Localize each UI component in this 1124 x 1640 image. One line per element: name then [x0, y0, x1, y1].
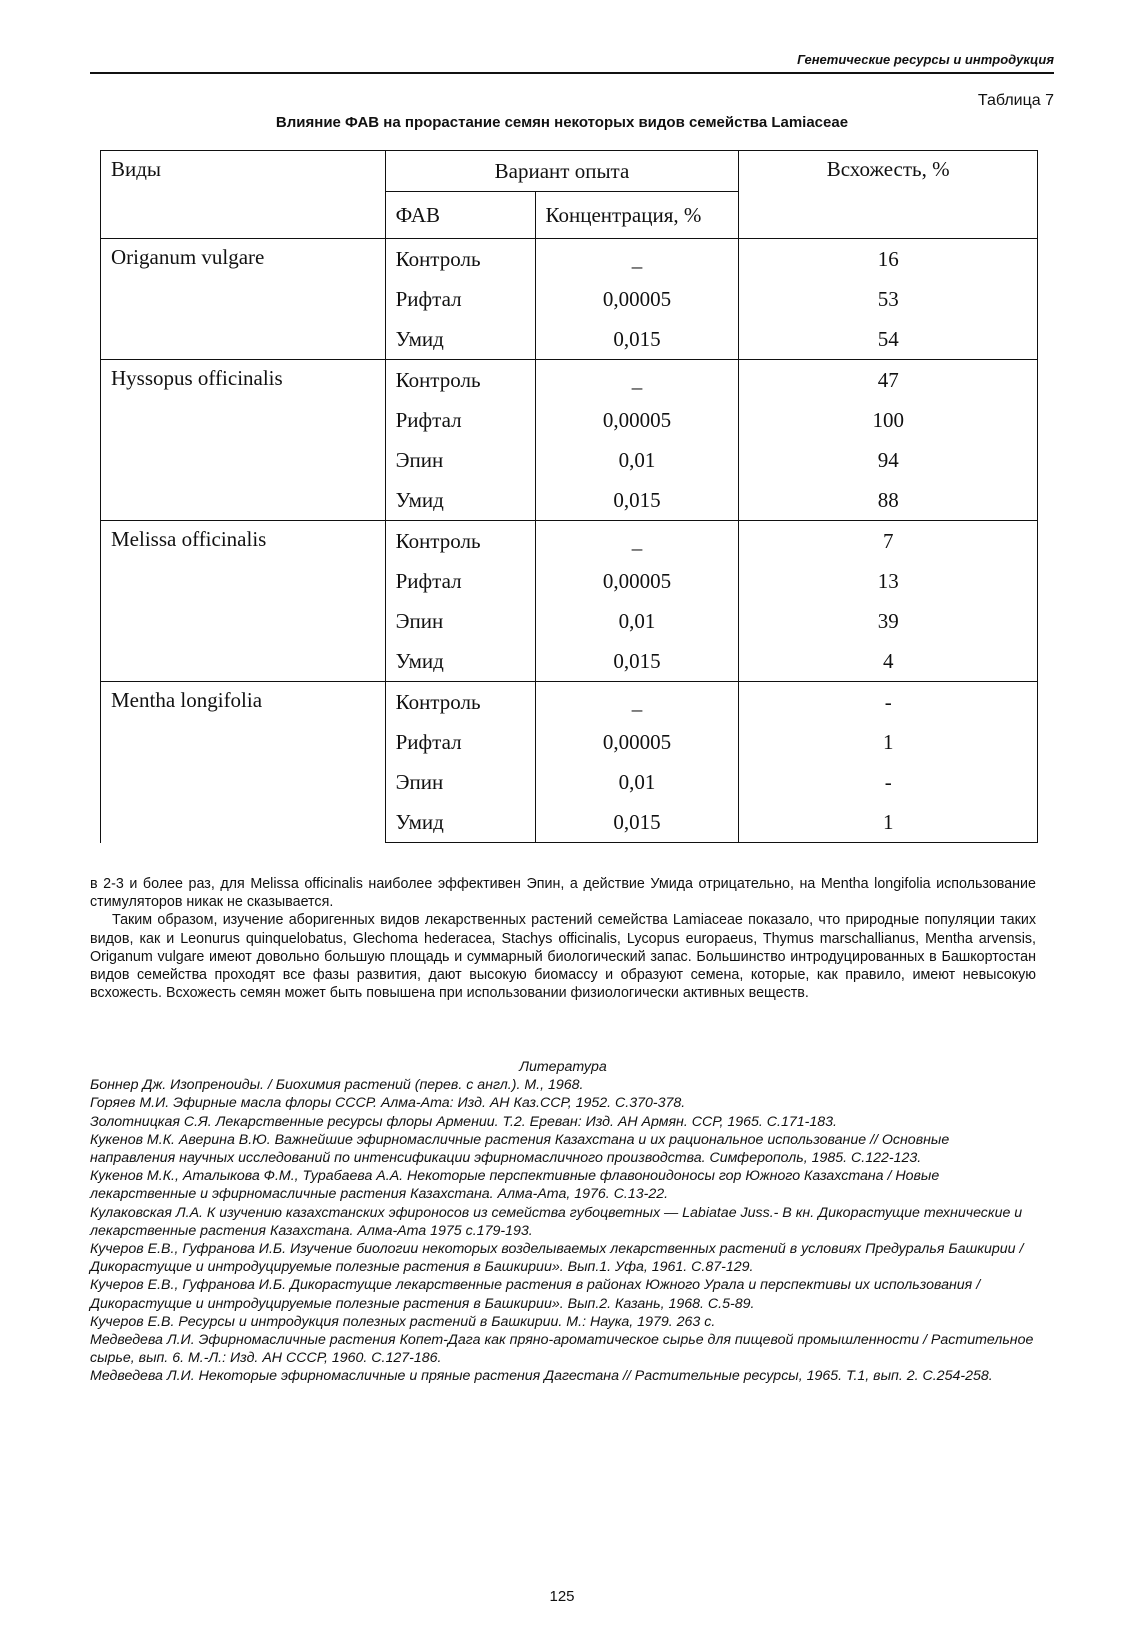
concentration-cell: _: [535, 360, 739, 401]
reference-item: Кучеров Е.В., Гуфранова И.Б. Изучение биологии некоторых возделываемых лекарственных растений в условиях Предуралья Башкирии / Дикорастущие и интродуцируемые полезные растения в Башкирии». Вып.1. Уфа, 1961. С.87-129.: [90, 1241, 1024, 1276]
species-cell: Melissa officinalis: [101, 521, 386, 682]
reference-item: Кучеров Е.В., Гуфранова И.Б. Дикорастущие лекарственные растения в районах Южного Урала и перспективы их использования / Дикорастущие и интродуцируемые полезные растения в Башкирии». Вып.2. Казань, 1968. С.5-89.: [90, 1277, 981, 1312]
column-header-germination: Всхожесть, %: [739, 151, 1038, 239]
species-cell: Hyssopus officinalis: [101, 360, 386, 521]
species-cell: Origanum vulgare: [101, 239, 386, 360]
fav-cell: Эпин: [385, 601, 535, 641]
germination-cell: 1: [739, 722, 1038, 762]
concentration-cell: 0,00005: [535, 400, 739, 440]
fav-cell: Умид: [385, 641, 535, 682]
reference-item: Кукенов М.К. Аверина В.Ю. Важнейшие эфирномасличные растения Казахстана и их рациональное использование // Основные направления научных исследований по интенсификации эфирномасличного производства. Симферополь, 1985. С.122-123.: [90, 1131, 950, 1167]
reference-item: Медведева Л.И. Эфирномасличные растения Копет-Дага как пряно-ароматическое сырье для пищевой промышленности / Растительное сырье, вып. 6. М.-Л.: Изд. АН СССР, 1960. С.127-186.: [90, 1332, 1034, 1367]
germination-cell: 53: [739, 279, 1038, 319]
germination-cell: 1: [739, 802, 1038, 843]
concentration-cell: 0,015: [535, 641, 739, 682]
concentration-cell: 0,01: [535, 440, 739, 480]
fav-cell: Рифтал: [385, 400, 535, 440]
fav-cell: Умид: [385, 319, 535, 360]
fav-cell: Умид: [385, 480, 535, 521]
body-text: [90, 875, 1036, 1002]
references-heading: Литература: [519, 1059, 607, 1075]
reference-item: Кукенов М.К., Аталыкова Ф.М., Турабаева А.А. Некоторые перспективные флавоноидоносы гор Южного Казахстана / Новые лекарственные и эфирномасличные растения Казахстана. Алма-Ата, 1976. С.13-22.: [90, 1168, 940, 1203]
fav-cell: Рифтал: [385, 561, 535, 601]
germination-cell: 7: [739, 521, 1038, 562]
germination-cell: 88: [739, 480, 1038, 521]
reference-item: Боннер Дж. Изопреноиды. / Биохимия растений (перев. с англ.). М., 1968.: [90, 1077, 584, 1094]
concentration-cell: 0,01: [535, 762, 739, 802]
germination-cell: -: [739, 682, 1038, 723]
species-cell: Mentha longifolia: [101, 682, 386, 843]
body-paragraph: в 2-3 и более раз, для Melissa officinalis наиболее эффективен Эпин, а действие Умида отрицательно, на Mentha longifolia использование стимуляторов никак не сказывается.: [90, 876, 1036, 911]
fav-cell: Эпин: [385, 762, 535, 802]
concentration-cell: _: [535, 521, 739, 562]
running-header: Генетические ресурсы и интродукция: [797, 52, 1054, 67]
reference-item: Горяев М.И. Эфирные масла флоры СССР. Алма-Ата: Изд. АН Каз.ССР, 1952. С.370-378.: [90, 1095, 686, 1112]
column-header-species: Виды: [101, 151, 386, 239]
fav-cell: Рифтал: [385, 279, 535, 319]
fav-cell: Рифтал: [385, 722, 535, 762]
table-row: [101, 682, 1038, 723]
reference-item: Кучеров Е.В. Ресурсы и интродукция полезных растений в Башкирии. М.: Наука, 1979. 263 с.: [90, 1313, 716, 1330]
column-header-fav: ФАВ: [385, 192, 535, 239]
concentration-cell: 0,015: [535, 802, 739, 843]
fav-cell: Умид: [385, 802, 535, 843]
table-number: Таблица 7: [977, 92, 1054, 109]
page-number: 125: [549, 1588, 575, 1605]
germination-cell: 54: [739, 319, 1038, 360]
column-header-variant: Вариант опыта: [385, 151, 739, 192]
germination-cell: 4: [739, 641, 1038, 682]
germination-cell: 39: [739, 601, 1038, 641]
fav-cell: Контроль: [385, 360, 535, 401]
germination-cell: 94: [739, 440, 1038, 480]
germination-cell: -: [739, 762, 1038, 802]
reference-item: Золотницкая С.Я. Лекарственные ресурсы флоры Армении. Т.2. Ереван: Изд. АН Армян. ССР, 1965. С.171-183.: [90, 1113, 837, 1130]
table-row: [101, 521, 1038, 562]
concentration-cell: 0,01: [535, 601, 739, 641]
concentration-cell: 0,015: [535, 480, 739, 521]
header-rule: [90, 72, 1054, 74]
body-paragraph: Таким образом, изучение аборигенных видов лекарственных растений семейства Lamiaceae показало, что природные популяции таких видов, как и Leonurus quinquelobatus, Glechoma hederacea, Stachys officinalis, Lycopus europaeus, Thymus marschallianus, Mentha arvensis, Origanum vulgare имеют довольно большую площадь и суммарный биологический запас. Большинство интродуцированных в Башкортостан видов семейства проходят все фазы развития, дают высокую биомассу и образуют семена, которые, как правило, имеют невысокую всхожесть. Всхожесть семян может быть повышена при использовании физиологически активных веществ.: [90, 912, 1036, 1002]
reference-item: Медведева Л.И. Некоторые эфирномасличные и пряные растения Дагестана // Растительные ресурсы, 1965. Т.1, вып. 2. С.254-258.: [90, 1368, 993, 1385]
concentration-cell: 0,00005: [535, 561, 739, 601]
table-title: Влияние ФАВ на прорастание семян некоторых видов семейства Lamiaceae: [275, 114, 849, 131]
fav-cell: Контроль: [385, 521, 535, 562]
concentration-cell: _: [535, 239, 739, 280]
germination-cell: 13: [739, 561, 1038, 601]
table-row: [101, 360, 1038, 401]
reference-item: Кулаковская Л.А. К изучению казахстанских эфироносов из семейства губоцветных — Labiatae Juss.- В кн. Дикорастущие технические и лекарственные растения Казахстана. Алма-Ата 1975 с.179-193.: [90, 1204, 1023, 1239]
concentration-cell: 0,00005: [535, 722, 739, 762]
concentration-cell: 0,00005: [535, 279, 739, 319]
column-header-concentration: Концентрация, %: [535, 192, 739, 239]
fav-cell: Контроль: [385, 682, 535, 723]
concentration-cell: _: [535, 682, 739, 723]
germination-cell: 100: [739, 400, 1038, 440]
concentration-cell: 0,015: [535, 319, 739, 360]
table-row: [101, 239, 1038, 280]
fav-cell: Контроль: [385, 239, 535, 280]
germination-cell: 16: [739, 239, 1038, 280]
germination-table: [100, 150, 1038, 843]
fav-cell: Эпин: [385, 440, 535, 480]
germination-cell: 47: [739, 360, 1038, 401]
references: [90, 1058, 1036, 1386]
